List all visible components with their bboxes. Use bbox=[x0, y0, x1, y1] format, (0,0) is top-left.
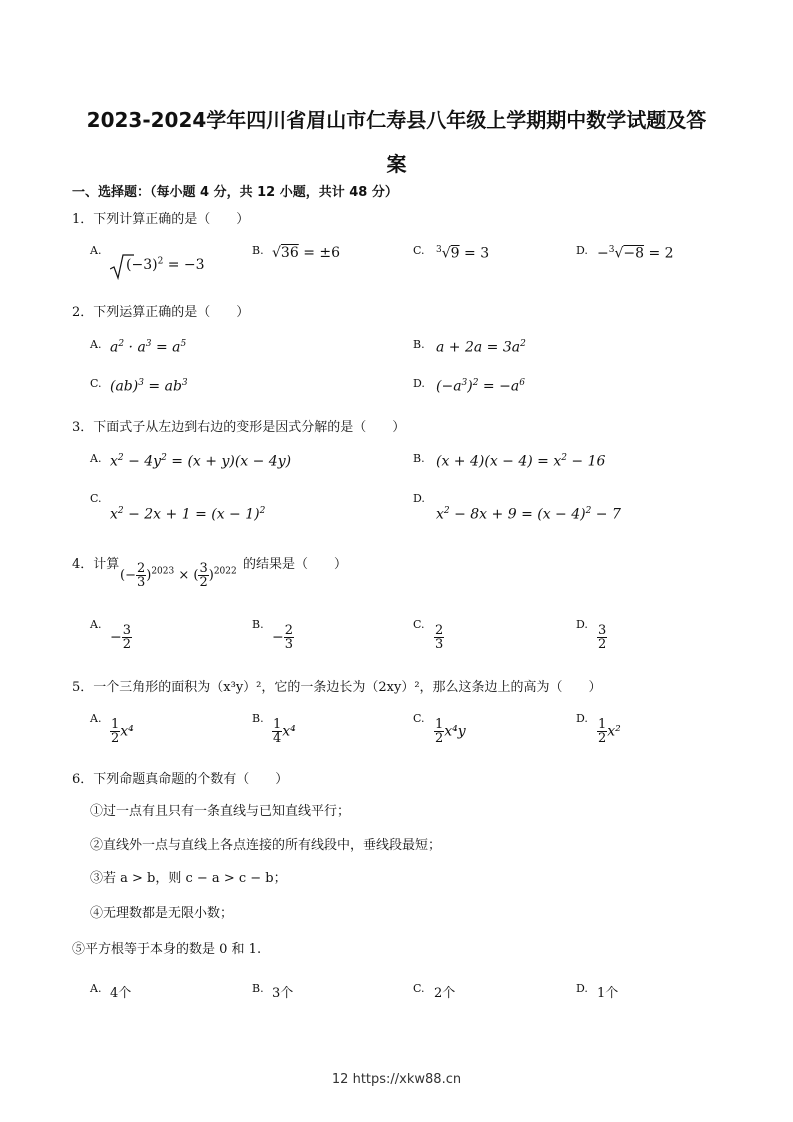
q4-d-num: 3 bbox=[598, 623, 607, 638]
question-4-expression: (− $\frac{2}{3}$ )$^{2023}$ × ( $\frac{3}{2}$ )$^{2022}$ bbox=[120, 561, 237, 590]
q2-option-a-label: A. bbox=[90, 338, 102, 351]
q1-option-d-label: D. bbox=[576, 244, 588, 257]
q5-option-d-expr bbox=[597, 718, 621, 745]
q3-option-b-expr: $(x + 4)(x - 4) = x^2 - 16$ bbox=[436, 453, 606, 470]
page-title-line1: 2023-2024学年四川省眉山市仁寿县八年级上学期期中数学试题及答 bbox=[86, 108, 707, 132]
q6-statement-2: ②直线外一点与直线上各点连接的所有线段中，垂线段最短； bbox=[90, 838, 442, 853]
q6-option-b-label: B. bbox=[252, 982, 264, 995]
question-3-stem: 3．下面式子从左边到右边的变形是因式分解的是（ ） bbox=[72, 420, 406, 435]
q2-option-b-expr: $a + 2a = 3a^2$ bbox=[436, 339, 526, 356]
question-4-stem-suffix: 的结果是（ ） bbox=[243, 557, 348, 572]
q4-b-num: 2 bbox=[284, 623, 294, 638]
q4-option-a-expr bbox=[110, 624, 132, 651]
page-footer: 12 https://xkw88.cn bbox=[331, 1072, 462, 1087]
q1-option-b-label: B. bbox=[252, 244, 264, 257]
q4-option-b-expr bbox=[272, 624, 294, 651]
q1-option-b-expr: √36 = ±6 bbox=[272, 245, 341, 261]
q2-option-c-label: C. bbox=[90, 377, 102, 390]
q5-option-c-label: C. bbox=[413, 712, 425, 725]
q4-frac2-den: 2 bbox=[199, 575, 208, 590]
q4-option-b-label: B. bbox=[252, 618, 264, 631]
q4-a-den: 2 bbox=[122, 637, 132, 652]
q5-option-a-expr bbox=[110, 718, 134, 745]
q1-a-inner: $(-3)^2 = -3$ bbox=[126, 256, 205, 273]
q5-d-tail: x² bbox=[607, 723, 621, 740]
question-2-stem: 2．下列运算正确的是（ ） bbox=[72, 305, 250, 320]
q4-b-sign: − bbox=[272, 629, 284, 646]
q4-c-den: 3 bbox=[435, 637, 444, 652]
q2-option-c-expr: $(ab)^3 = ab^3$ bbox=[110, 378, 188, 395]
question-6-stem: 6．下列命题真命题的个数有（ ） bbox=[72, 772, 289, 787]
q3-option-d-expr: $x^2 - 8x + 9 = (x - 4)^2 - 7$ bbox=[436, 506, 621, 523]
q4-frac1-den: 3 bbox=[136, 575, 146, 590]
q5-b-tail: x⁴ bbox=[282, 723, 296, 740]
q4-option-c-label: C. bbox=[413, 618, 425, 631]
q4-option-c-expr bbox=[434, 624, 444, 651]
q5-a-tail: x⁴ bbox=[120, 723, 134, 740]
q4-frac1-num: 2 bbox=[136, 561, 146, 576]
q4-open: (− bbox=[120, 568, 136, 583]
q3-option-a-expr: $x^2 - 4y^2 = (x + y)(x - 4y)$ bbox=[110, 453, 292, 470]
q6-option-c-label: C. bbox=[413, 982, 425, 995]
q3-option-b-label: B. bbox=[413, 452, 425, 465]
q3-option-c-label: C. bbox=[90, 492, 102, 505]
q5-d-num: 1 bbox=[598, 717, 607, 732]
q3-option-d-label: D. bbox=[413, 492, 425, 505]
q5-c-den: 2 bbox=[435, 731, 444, 746]
q4-d-den: 2 bbox=[598, 637, 607, 652]
q4-option-d-expr bbox=[597, 624, 607, 651]
q2-option-d-label: D. bbox=[413, 377, 425, 390]
q4-frac-2 bbox=[198, 562, 208, 589]
question-1-stem: 1．下列计算正确的是（ ） bbox=[72, 212, 250, 227]
question-4-stem-prefix: 4．计算 bbox=[72, 557, 120, 572]
q5-d-den: 2 bbox=[598, 731, 607, 746]
q5-a-num: 1 bbox=[111, 717, 120, 732]
page-title-line2: 案 bbox=[386, 152, 407, 176]
q3-option-a-label: A. bbox=[90, 452, 102, 465]
q2-option-b-label: B. bbox=[413, 338, 425, 351]
q2-option-d-expr: $(-a^3)^2 = -a^6$ bbox=[436, 378, 525, 395]
q4-a-sign: − bbox=[110, 629, 122, 646]
q5-c-num: 1 bbox=[435, 717, 444, 732]
q4-b-den: 3 bbox=[284, 637, 294, 652]
q6-statement-3: ③若 a > b，则 c − a > c − b； bbox=[90, 871, 287, 886]
q1-option-d-expr: −$^3$√−8 = 2 bbox=[597, 245, 674, 262]
q1-option-a-label: A. bbox=[90, 244, 102, 257]
q1-option-a-expr bbox=[110, 254, 213, 280]
q5-c-tail: x⁴y bbox=[444, 723, 466, 740]
q6-statement-4: ④无理数都是无限小数； bbox=[90, 906, 234, 921]
q5-option-b-label: B. bbox=[252, 712, 264, 725]
q4-frac-1 bbox=[136, 562, 146, 589]
section-heading: 一、选择题：（每小题 4 分，共 12 小题，共计 48 分） bbox=[72, 185, 398, 200]
q4-option-a-label: A. bbox=[90, 618, 102, 631]
question-5-stem: 5．一个三角形的面积为（x³y）²，它的一条边长为（2xy）²，那么这条边上的高为（ ） bbox=[72, 680, 602, 695]
q5-option-b-expr bbox=[272, 718, 296, 745]
q5-b-num: 1 bbox=[273, 717, 282, 732]
q5-option-c-expr bbox=[434, 718, 466, 745]
q5-option-d-label: D. bbox=[576, 712, 588, 725]
q6-statement-1: ①过一点有且只有一条直线与已知直线平行； bbox=[90, 804, 351, 819]
q1-option-c-label: C. bbox=[413, 244, 425, 257]
q5-a-den: 2 bbox=[111, 731, 120, 746]
q3-option-c-expr: $x^2 - 2x + 1 = (x - 1)^2$ bbox=[110, 506, 266, 523]
q6-option-d-label: D. bbox=[576, 982, 588, 995]
q4-a-num: 3 bbox=[122, 623, 132, 638]
q6-option-d-expr: 1个 bbox=[597, 986, 619, 1001]
q1-option-c-expr: $^3$√9 = 3 bbox=[436, 245, 490, 262]
q4-option-d-label: D. bbox=[576, 618, 588, 631]
q6-option-a-expr: 4个 bbox=[110, 986, 132, 1001]
q6-option-b-expr: 3个 bbox=[272, 986, 294, 1001]
q4-c-num: 2 bbox=[435, 623, 444, 638]
q6-option-a-label: A. bbox=[90, 982, 102, 995]
q5-b-den: 4 bbox=[273, 731, 282, 746]
q6-option-c-expr: 2个 bbox=[434, 986, 456, 1001]
q2-option-a-expr: $a^2 \cdot a^3 = a^5$ bbox=[110, 339, 187, 356]
q5-option-a-label: A. bbox=[90, 712, 102, 725]
q4-frac2-num: 3 bbox=[199, 561, 208, 576]
q6-statement-5: ⑤平方根等于本身的数是 0 和 1. bbox=[72, 942, 262, 957]
